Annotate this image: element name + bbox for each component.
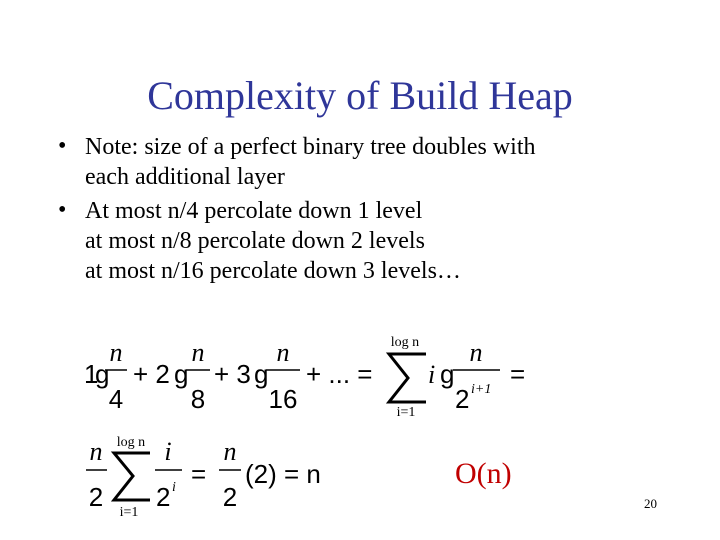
fraction-num: n	[191, 338, 205, 367]
pow-base: 2	[156, 482, 171, 512]
fraction-den: 8	[190, 384, 206, 414]
fraction-den: 2	[88, 482, 104, 512]
fraction-den: 4	[108, 384, 124, 414]
fraction-num: i	[164, 437, 172, 466]
slide-title: Complexity of Build Heap	[147, 73, 573, 118]
ellipsis-equals: + ... =	[306, 359, 373, 389]
summation-sign	[114, 453, 150, 500]
coef-3: + 3	[214, 359, 251, 389]
equals: =	[191, 459, 207, 489]
rest-expression: (2) = n	[245, 459, 321, 489]
bullet-dot: •	[58, 197, 67, 223]
pow-exp: i	[172, 480, 176, 495]
glyph-g: g	[440, 359, 455, 389]
term-i: i	[428, 360, 436, 389]
bullet-line: At most n/4 percolate down 1 level	[85, 198, 423, 224]
bullet-dot: •	[58, 133, 67, 159]
bullet-line: at most n/16 percolate down 3 levels…	[85, 258, 461, 284]
bullet-line: at most n/8 percolate down 2 levels	[85, 228, 425, 254]
glyph-g: g	[254, 359, 269, 389]
big-o-result: O(n)	[455, 457, 512, 490]
fraction-num: n	[223, 437, 237, 466]
sum-lower: i=1	[119, 505, 139, 520]
formula-2	[86, 435, 321, 520]
glyph-g: g	[95, 359, 110, 389]
sum-upper: log n	[116, 435, 146, 450]
formula-1	[84, 335, 525, 420]
glyph-g: g	[174, 359, 189, 389]
pow-base: 2	[455, 384, 470, 414]
fraction-den: 16	[268, 384, 298, 414]
bullet-line: Note: size of a perfect binary tree doubles with	[85, 134, 536, 160]
pow-exp: i+1	[471, 382, 492, 397]
coef-1: 1	[84, 359, 99, 389]
fraction-den: 2	[222, 482, 238, 512]
fraction-num: n	[276, 338, 290, 367]
bullet-line: each additional layer	[85, 164, 285, 190]
fraction-num: n	[109, 338, 123, 367]
sum-upper: log n	[390, 335, 420, 350]
summation-sign	[389, 354, 426, 402]
coef-2: + 2	[133, 359, 170, 389]
fraction-num: n	[89, 437, 103, 466]
slide-number: 20	[644, 496, 657, 511]
fraction-num: n	[469, 338, 483, 367]
sum-lower: i=1	[396, 405, 416, 420]
equals: =	[510, 359, 526, 389]
